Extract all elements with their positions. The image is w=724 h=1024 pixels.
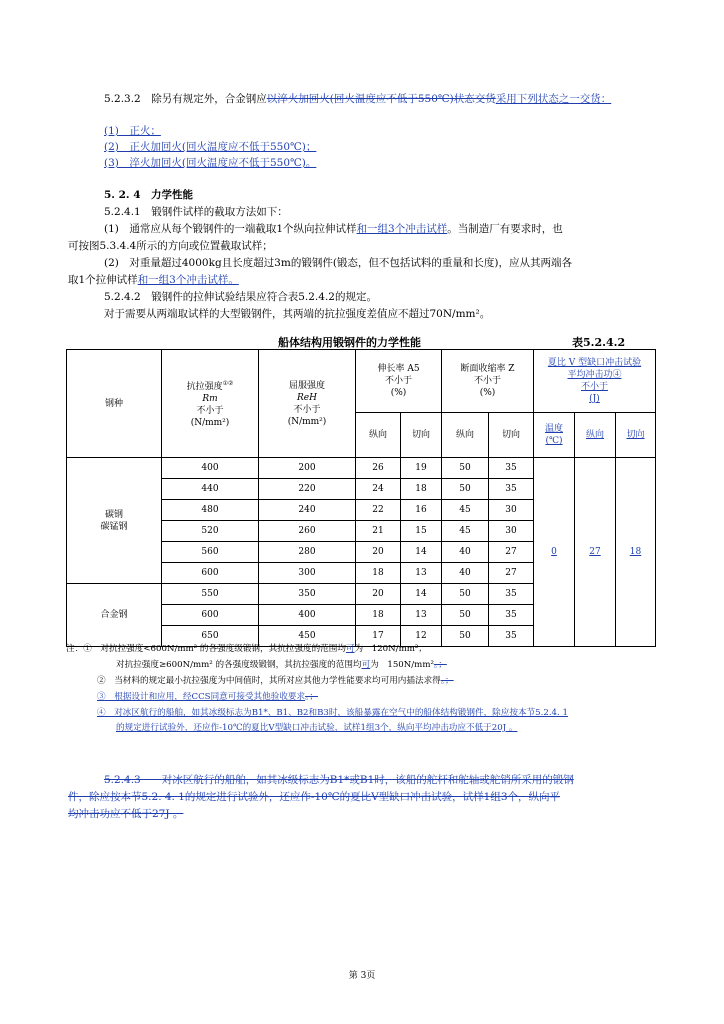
cell: 480 [162, 500, 259, 521]
cell: 14 [401, 542, 442, 563]
note-4a: ④ 对冰区航行的船舶，如其冰级标志为B1*、B1、B2和B3时，该船暴露在空气中的船体结构锻钢件，除应按本节5.2.4. 1 [97, 708, 568, 718]
cell: 300 [259, 563, 356, 584]
cell: 27 [489, 563, 534, 584]
mechanical-properties-table [66, 349, 656, 647]
note-1a [66, 643, 427, 655]
list-item: (3) 淬火加回火(回火温度应不低于550℃)。 [104, 157, 317, 169]
cell: 600 [162, 563, 259, 584]
cell: 45 [442, 521, 489, 542]
cell: 560 [162, 542, 259, 563]
cell: 35 [489, 605, 534, 626]
cell: 18 [356, 563, 401, 584]
cell: 550 [162, 584, 259, 605]
cell: 13 [401, 563, 442, 584]
table-title: 船体结构用锻钢件的力学性能 [278, 336, 421, 349]
note-2 [97, 675, 454, 687]
cell: 18 [356, 605, 401, 626]
cell: 35 [489, 626, 534, 647]
cell: 40 [442, 542, 489, 563]
text-run: (1) 通常应从每个锻钢件的一端截取1个纵向拉伸试样 [104, 223, 357, 235]
grade-carbon: 碳钢 碳锰钢 [67, 458, 162, 584]
header-grade: 钢种 [67, 350, 162, 458]
inserted-text: 可 [361, 660, 371, 670]
clause-number: 5.2.3.2 [104, 93, 141, 105]
page-number: 第 3页 [348, 971, 376, 981]
cell: 30 [489, 500, 534, 521]
impact-transverse: 18 [616, 458, 656, 647]
cell: 40 [442, 563, 489, 584]
cell: 45 [442, 500, 489, 521]
paragraph: 5.2.4.1 锻钢件试样的截取方法如下： [104, 206, 288, 218]
inserted-text: 和一组3个冲击试样 [137, 274, 229, 286]
cell: 350 [259, 584, 356, 605]
cell: 12 [401, 626, 442, 647]
cell: 50 [442, 584, 489, 605]
cell: 400 [162, 458, 259, 479]
note-3 [97, 691, 318, 703]
cell: 50 [442, 479, 489, 500]
text-run: 为 120N/mm²； [354, 644, 427, 654]
cell: 50 [442, 626, 489, 647]
cell: 17 [356, 626, 401, 647]
cell: 18 [401, 479, 442, 500]
note-4b: 的规定进行试验外，还应作-10℃的夏比V型缺口冲击试验，试样1组3个，纵向平均冲击功应不低于20J 。 [116, 723, 518, 733]
cell: 14 [401, 584, 442, 605]
list-item: (2) 正火加回火(回火温度应不低于550℃)； [104, 141, 317, 153]
cell: 650 [162, 626, 259, 647]
inserted-text: ③ 根据设计和应用，经CCS同意可接受其他验收要求 [97, 692, 306, 702]
text-run: 。当制造厂有要求时，也 [447, 223, 563, 235]
cell: 24 [356, 479, 401, 500]
cell: 600 [162, 605, 259, 626]
sub-longitudinal: 纵向 [356, 413, 401, 458]
cell: 35 [489, 584, 534, 605]
list-item: (1) 正火； [104, 125, 161, 137]
deleted-paragraph-line: 5.2.4.3 对冰区航行的船舶，如其冰级标志为B1*或B1时，该船的舵杆和舵轴或舵销所采用的锻钢 [104, 774, 574, 786]
cell: 35 [489, 458, 534, 479]
header-tensile: 抗拉强度①② Rm 不小于 (N/mm²) [162, 350, 259, 458]
sub-longitudinal: 纵向 [575, 413, 616, 458]
deleted-text: 。； [305, 692, 318, 702]
clause-text: 除另有规定外，合金钢应 [151, 93, 267, 105]
sub-transverse: 切向 [489, 413, 534, 458]
paragraph [68, 273, 239, 287]
table-number: 表5.2.4.2 [572, 336, 626, 349]
cell: 26 [356, 458, 401, 479]
cell: 50 [442, 458, 489, 479]
cell: 440 [162, 479, 259, 500]
paragraph: 可按图5.3.4.4所示的方向或位置截取试样； [68, 240, 273, 252]
cell: 22 [356, 500, 401, 521]
deleted-paragraph-line: 件，除应按本节5.2. 4. 1的规定进行试验外，还应作-10℃的夏比V型缺口冲击试验，试样1组3个，纵向平 [68, 791, 561, 803]
inserted-text: 可 [345, 644, 355, 654]
cell: 20 [356, 584, 401, 605]
paragraph: (2) 对重量超过4000kg且长度超过3m的锻钢件(锻态，但不包括试料的重量和长度)，应从其两端各 [104, 257, 573, 269]
deleted-text: 。； [433, 660, 447, 670]
text-run: ② 当材料的规定最小抗拉强度为中间值时，其所对应其他力学性能要求均可用内插法求得 [97, 676, 441, 686]
deleted-text: 。； [440, 676, 454, 686]
sub-transverse: 切向 [401, 413, 442, 458]
grade-alloy: 合金钢 [67, 584, 162, 647]
paragraph: 5.2.4.2 锻钢件的拉伸试验结果应符合表5.2.4.2的规定。 [104, 291, 377, 303]
paragraph [104, 222, 563, 236]
cell: 240 [259, 500, 356, 521]
cell: 220 [259, 479, 356, 500]
cell: 13 [401, 605, 442, 626]
cell: 20 [356, 542, 401, 563]
text-run: ① 对抗拉强度<600N/mm² 的各强度级锻钢，其抗拉强度的范围均 [83, 644, 346, 654]
cell: 27 [489, 542, 534, 563]
cell: 200 [259, 458, 356, 479]
impact-temperature: 0 [534, 458, 575, 647]
deleted-paragraph-line: 均冲击功应不低于27J 。 [68, 808, 184, 820]
cell: 16 [401, 500, 442, 521]
sub-transverse: 切向 [616, 413, 656, 458]
text-run: 为 150N/mm² [370, 660, 434, 670]
cell: 520 [162, 521, 259, 542]
inserted-text: 。 [228, 274, 239, 286]
text-run: 取1个拉伸试样 [68, 274, 138, 286]
header-yield: 屈服强度 ReH 不小于 (N/mm²) [259, 350, 356, 458]
cell: 35 [489, 479, 534, 500]
cell: 50 [442, 605, 489, 626]
cell: 21 [356, 521, 401, 542]
deleted-text: 以淬火加回火(回火温度应不低于550℃)状态交货 [266, 93, 496, 105]
text-run: 对抗拉强度≥600N/mm² 的各强度级锻钢，其抗拉强度的范围均 [116, 660, 362, 670]
table-row [67, 458, 656, 479]
header-elongation: 伸长率 A5 不小于 (%) [356, 350, 442, 413]
inserted-text: 和一组3个冲击试样 [356, 223, 448, 235]
cell: 19 [401, 458, 442, 479]
sub-temperature: 温度 (℃) [534, 413, 575, 458]
note-1b [116, 659, 447, 671]
sub-longitudinal: 纵向 [442, 413, 489, 458]
cell: 450 [259, 626, 356, 647]
cell: 280 [259, 542, 356, 563]
section-5-2-3-2-line1 [104, 92, 611, 106]
cell: 260 [259, 521, 356, 542]
cell: 400 [259, 605, 356, 626]
header-impact: 夏比 V 型缺口冲击试验 平均冲击功④ 不小于 (J) [534, 350, 656, 413]
cell: 30 [489, 521, 534, 542]
header-reduction: 断面收缩率 Z 不小于 (%) [442, 350, 534, 413]
impact-longitudinal: 27 [575, 458, 616, 647]
cell: 15 [401, 521, 442, 542]
section-heading: 5. 2. 4 力学性能 [104, 189, 194, 201]
inserted-text: 采用下列状态之一交货： [495, 93, 612, 105]
note-label: 注： [66, 644, 84, 654]
paragraph: 对于需要从两端取试样的大型锻钢件，其两端的抗拉强度差值应不超过70N/mm²。 [104, 308, 491, 320]
